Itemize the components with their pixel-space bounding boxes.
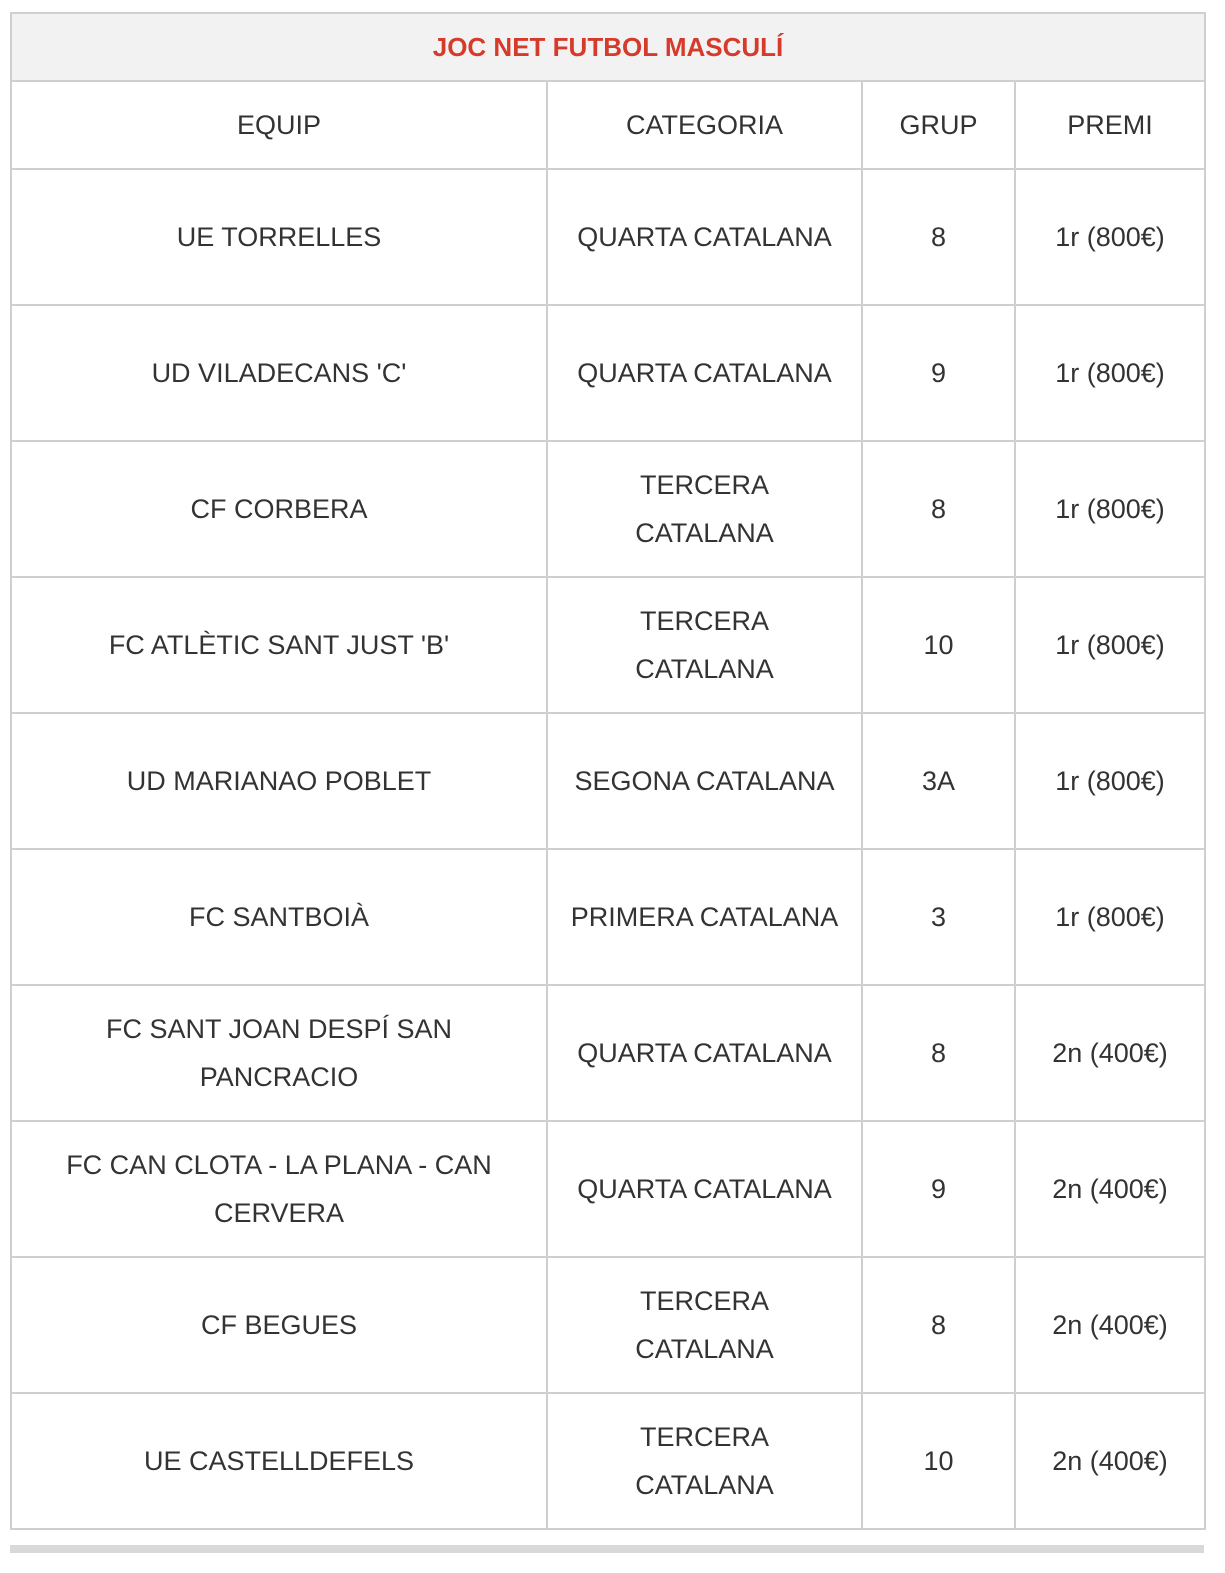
cell-equip: UD VILADECANS 'C' <box>11 305 547 441</box>
table-row <box>11 985 1205 1121</box>
table-row <box>11 713 1205 849</box>
cell-grup: 8 <box>862 169 1015 305</box>
cell-premi: 2n (400€) <box>1015 1393 1205 1529</box>
cell-equip: FC SANT JOAN DESPÍ SAN PANCRACIO <box>11 985 547 1121</box>
cell-premi: 1r (800€) <box>1015 577 1205 713</box>
cell-equip: CF BEGUES <box>11 1257 547 1393</box>
cell-premi: 1r (800€) <box>1015 713 1205 849</box>
cell-grup: 8 <box>862 985 1015 1121</box>
cell-categoria: QUARTA CATALANA <box>547 169 862 305</box>
table-bottom-border <box>10 1545 1204 1553</box>
cell-grup: 10 <box>862 577 1015 713</box>
cell-categoria: QUARTA CATALANA <box>547 305 862 441</box>
table-row <box>11 1257 1205 1393</box>
prize-table <box>10 12 1206 1530</box>
table-row <box>11 849 1205 985</box>
cell-categoria: QUARTA CATALANA <box>547 1121 862 1257</box>
table-header-row <box>11 81 1205 169</box>
cell-premi: 1r (800€) <box>1015 305 1205 441</box>
cell-categoria: TERCERA CATALANA <box>547 1257 862 1393</box>
table-title-row <box>11 13 1205 81</box>
column-header-grup: GRUP <box>862 81 1015 169</box>
column-header-premi: PREMI <box>1015 81 1205 169</box>
cell-premi: 2n (400€) <box>1015 1257 1205 1393</box>
table-title: JOC NET FUTBOL MASCULÍ <box>11 13 1205 81</box>
cell-grup: 8 <box>862 441 1015 577</box>
cell-categoria: TERCERA CATALANA <box>547 577 862 713</box>
cell-equip: UE CASTELLDEFELS <box>11 1393 547 1529</box>
cell-premi: 2n (400€) <box>1015 1121 1205 1257</box>
cell-equip: UD MARIANAO POBLET <box>11 713 547 849</box>
cell-premi: 1r (800€) <box>1015 849 1205 985</box>
cell-equip: CF CORBERA <box>11 441 547 577</box>
cell-equip: UE TORRELLES <box>11 169 547 305</box>
cell-categoria: QUARTA CATALANA <box>547 985 862 1121</box>
cell-equip: FC ATLÈTIC SANT JUST 'B' <box>11 577 547 713</box>
cell-grup: 9 <box>862 305 1015 441</box>
cell-equip: FC CAN CLOTA - LA PLANA - CAN CERVERA <box>11 1121 547 1257</box>
cell-grup: 10 <box>862 1393 1015 1529</box>
cell-grup: 3A <box>862 713 1015 849</box>
cell-categoria: TERCERA CATALANA <box>547 441 862 577</box>
cell-equip: FC SANTBOIÀ <box>11 849 547 985</box>
cell-categoria: SEGONA CATALANA <box>547 713 862 849</box>
prize-table-container <box>10 12 1204 1530</box>
cell-categoria: PRIMERA CATALANA <box>547 849 862 985</box>
column-header-categoria: CATEGORIA <box>547 81 862 169</box>
column-header-equip: EQUIP <box>11 81 547 169</box>
table-row <box>11 441 1205 577</box>
cell-grup: 9 <box>862 1121 1015 1257</box>
cell-premi: 1r (800€) <box>1015 441 1205 577</box>
table-row <box>11 169 1205 305</box>
cell-grup: 3 <box>862 849 1015 985</box>
table-row <box>11 305 1205 441</box>
cell-premi: 1r (800€) <box>1015 169 1205 305</box>
cell-premi: 2n (400€) <box>1015 985 1205 1121</box>
table-row <box>11 1393 1205 1529</box>
table-row <box>11 577 1205 713</box>
cell-categoria: TERCERA CATALANA <box>547 1393 862 1529</box>
cell-grup: 8 <box>862 1257 1015 1393</box>
table-row <box>11 1121 1205 1257</box>
